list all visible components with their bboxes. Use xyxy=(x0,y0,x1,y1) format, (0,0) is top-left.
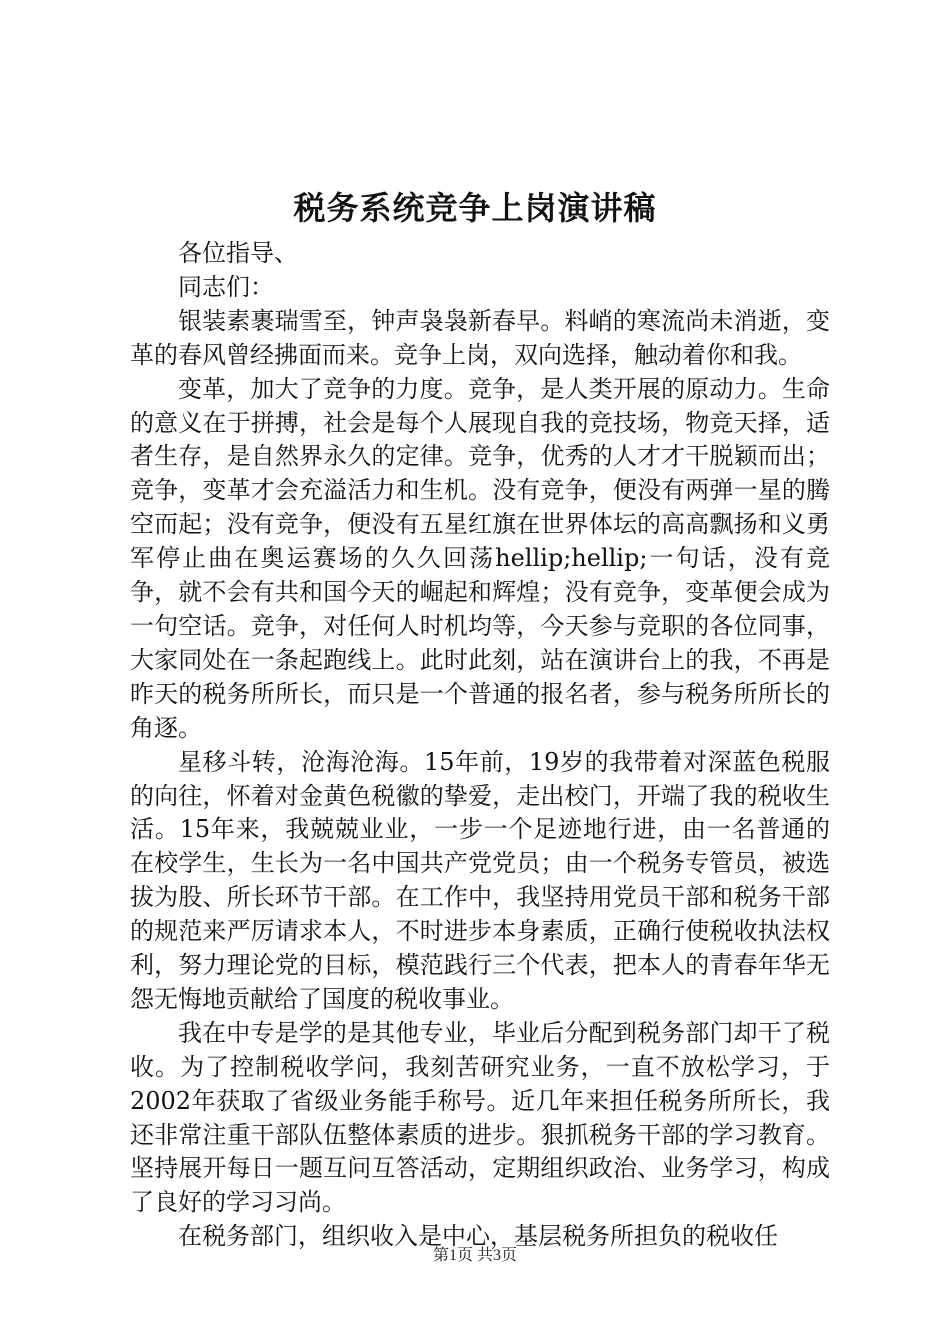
salutation-line-1: 各位指导、 xyxy=(178,239,298,267)
document-title: 税务系统竞争上岗演讲稿 xyxy=(293,189,657,227)
page-footer: 第1页 共3页 xyxy=(432,1247,517,1264)
salutation-line-2: 同志们： xyxy=(178,272,274,301)
document-body xyxy=(130,237,830,1254)
paragraph: 我在中专是学的是其他专业，毕业后分配到税务部门却干了税收。为了控制税收学问，我刻苦研究业务，一直不放松学习，于2002年获取了省级业务能手称号。近几年来担任税务所所长，我还非常注重干部队伍整体素质的进步。狠抓税务干部的学习教育。坚持展开每日一题互问互答活动，定期组织政治、业务学习，构成了良好的学习习尚。 xyxy=(130,1018,830,1217)
paragraph: 银装素裹瑞雪至，钟声袅袅新春早。料峭的寒流尚未消逝，变革的春风曾经拂面而来。竞争上岗，双向选择，触动着你和我。 xyxy=(130,306,830,369)
paragraph: 在税务部门，组织收入是中心，基层税务所担负的税收任 xyxy=(178,1222,778,1251)
paragraph: 星移斗转，沧海沧海。15年前，19岁的我带着对深蓝色税服的向往，怀着对金黄色税徽的挚爱，走出校门，开端了我的税收生活。15年来，我兢兢业业，一步一个足迹地行进，由一名普通的在校学生，生长为一名中国共产党党员；由一个税务专管员，被选拔为股、所长环节干部。在工作中，我坚持用党员干部和税务干部的规范来严厉请求本人，不时进步本身素质，正确行使税收执法权利，努力理论党的目标，模范践行三个代表，把本人的青春年华无怨无悔地贡献给了国度的税收事业。 xyxy=(130,747,830,1013)
paragraph: 变革，加大了竞争的力度。竞争，是人类开展的原动力。生命的意义在于拼搏，社会是每个人展现自我的竞技场，物竞天择，适者生存，是自然界永久的定律。竞争，优秀的人才才干脱颖而出；竞争，变革才会充溢活力和生机。没有竞争，便没有两弹一星的腾空而起；没有竞争，便没有五星红旗在世界体坛的高高飘扬和义勇军停止曲在奥运赛场的久久回荡hellip;hellip;一句话，没有竞争，就不会有共和国今天的崛起和辉煌；没有竞争，变革便会成为一句空话。竞争，对任何人时机均等，今天参与竞职的各位同事，大家同处在一条起跑线上。此时此刻，站在演讲台上的我，不再是昨天的税务所所长，而只是一个普通的报名者，参与税务所所长的角逐。 xyxy=(130,374,830,742)
